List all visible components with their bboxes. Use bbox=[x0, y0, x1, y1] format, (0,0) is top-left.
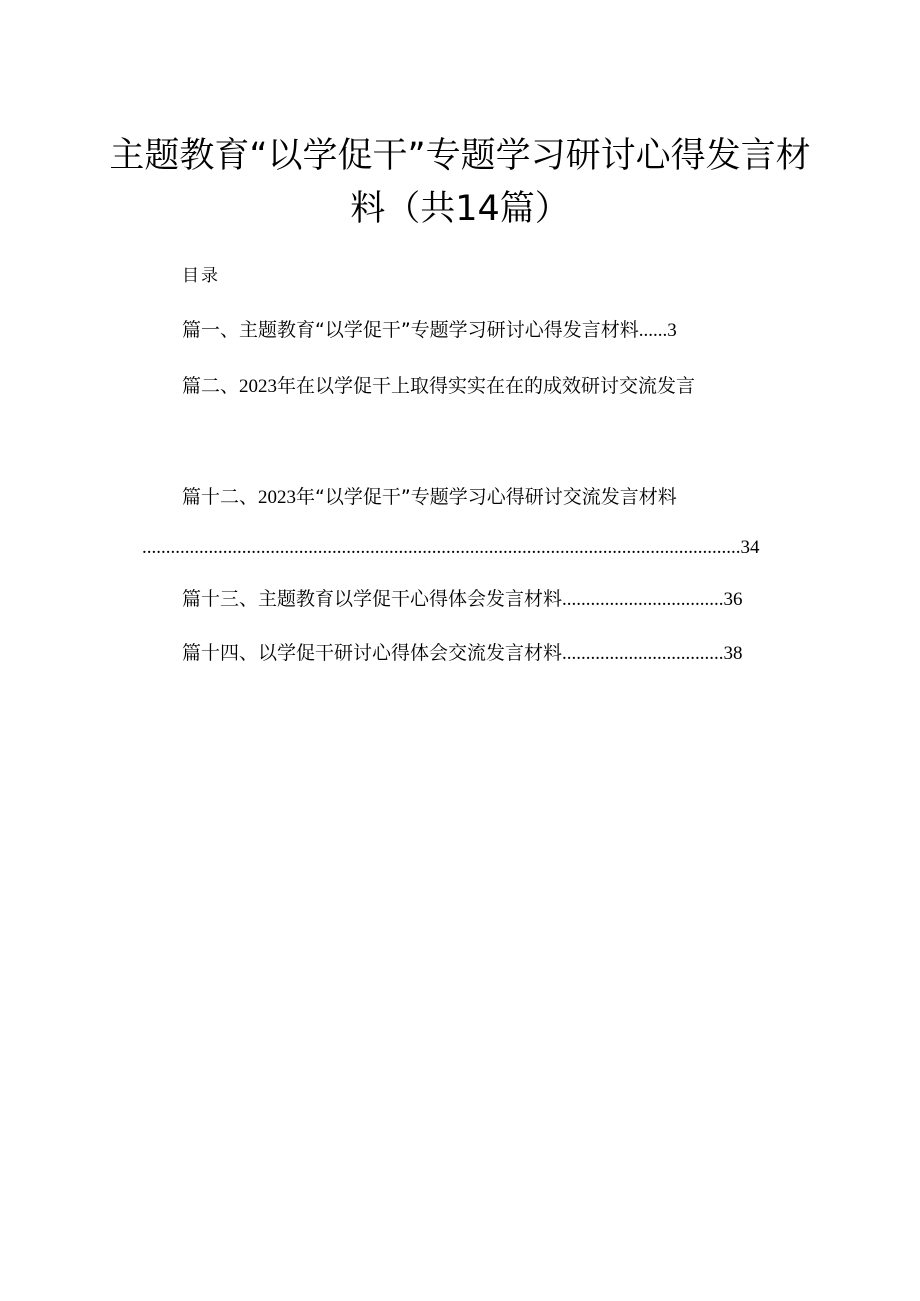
toc-entry-page: 3 bbox=[667, 320, 677, 341]
toc-entry-label-prefix: 篇十二、 bbox=[182, 486, 259, 508]
toc-entry-leader: .................................. bbox=[562, 643, 724, 664]
toc-entry-13[interactable] bbox=[182, 586, 743, 613]
toc-entry-1[interactable] bbox=[182, 317, 677, 344]
toc-entry-page: 36 bbox=[723, 589, 743, 610]
toc-entry-12[interactable] bbox=[182, 484, 677, 511]
toc-entry-label: 篇一、主题教育“以学促干”专题学习研讨心得发言材料 bbox=[182, 319, 639, 341]
toc-entry-leader: ...... bbox=[638, 320, 668, 341]
toc-heading: 目录 bbox=[182, 266, 220, 286]
toc-entry-label: 篇十四、以学促干研讨心得体会交流发言材料 bbox=[182, 642, 563, 664]
toc-entry-label-suffix: 年在以学促干上取得实实在在的成效研讨交流发言 bbox=[277, 375, 696, 397]
toc-entry-year: 2023 bbox=[239, 376, 278, 397]
toc-entry-page: 34 bbox=[740, 537, 760, 558]
toc-entry-12-leader-line[interactable] bbox=[142, 535, 782, 561]
toc-entry-leader: .............................................................................................................................. bbox=[142, 537, 741, 558]
toc-entry-label-suffix: 年“以学促干”专题学习心得研讨交流发言材料 bbox=[296, 486, 677, 508]
toc-entry-14[interactable] bbox=[182, 640, 743, 667]
toc-entry-2[interactable] bbox=[182, 373, 695, 400]
toc-entry-page: 38 bbox=[723, 643, 743, 664]
toc-entry-label-prefix: 篇二、 bbox=[182, 375, 240, 397]
toc-entry-leader: .................................. bbox=[562, 589, 724, 610]
toc-entry-year: 2023 bbox=[258, 487, 297, 508]
document-title: 主题教育“以学促干”专题学习研讨心得发言材料（共14篇） bbox=[109, 136, 811, 229]
toc-entry-label: 篇十三、主题教育以学促干心得体会发言材料 bbox=[182, 588, 563, 610]
